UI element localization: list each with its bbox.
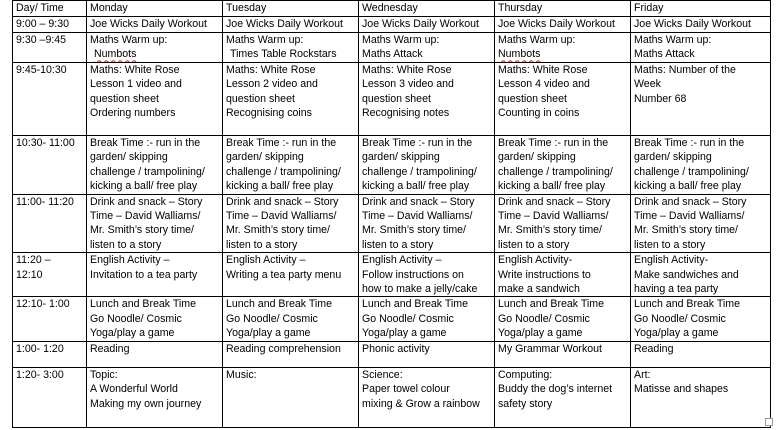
activity-text: challenge / trampolining/ <box>90 165 205 178</box>
activity-text: Time – David Walliams/ <box>498 210 609 223</box>
activity-text: listen to a story <box>226 238 298 251</box>
activity-text: Yoga/play a game <box>362 327 447 340</box>
activity-text: English Activity- <box>634 254 709 267</box>
activity-text: question sheet <box>226 92 295 105</box>
thursday-cell <box>495 253 631 297</box>
activity-text: Time – David Walliams/ <box>226 210 337 223</box>
activity-text: safety story <box>498 397 553 410</box>
friday-cell <box>631 136 771 195</box>
activity-text: Joe Wicks Daily Workout <box>226 18 343 30</box>
activity-text: Break Time :- run in the <box>634 137 745 149</box>
activity-text: Computing: <box>498 368 553 381</box>
monday-cell <box>87 367 223 427</box>
activity-text: English Activity – <box>90 254 170 267</box>
activity-text: Week <box>634 78 661 91</box>
activity-text: Maths Warm up: <box>362 34 440 46</box>
monday-cell <box>87 194 223 253</box>
activity-text: listen to a story <box>634 238 706 251</box>
time-text: 11:20 – <box>16 254 51 267</box>
thursday-cell <box>495 297 631 341</box>
activity-text: Mr. Smith’s story time/ <box>362 224 466 237</box>
activity-text: Writing a tea party menu <box>226 268 342 281</box>
friday-cell <box>631 367 771 427</box>
activity-text: English Activity – <box>226 254 306 267</box>
wednesday-cell <box>359 367 495 427</box>
activity-text: Maths: Number of the <box>634 64 736 76</box>
friday-cell <box>631 194 771 253</box>
activity-text: Making my own journey <box>90 397 202 410</box>
activity-text: Matisse and shapes <box>634 383 729 396</box>
activity-text: English Activity- <box>498 254 573 267</box>
activity-text: Invitation to a tea party <box>90 268 198 281</box>
time-text: 10:30- 11:00 <box>16 137 75 149</box>
activity-text: Reading <box>634 342 674 355</box>
activity-text: A Wonderful World <box>90 383 178 396</box>
activity-text: Reading comprehension <box>226 342 341 355</box>
activity-text: Lesson 3 video and <box>362 78 454 91</box>
activity-text: make a sandwich <box>498 283 580 296</box>
activity-text: Numbots <box>498 48 541 61</box>
wednesday-cell <box>359 194 495 253</box>
activity-text: kicking a ball/ free play <box>362 180 470 193</box>
activity-text: Break Time :- run in the <box>226 137 337 149</box>
activity-text: Topic: <box>90 368 118 381</box>
time-cell <box>13 253 87 297</box>
activity-text: Yoga/play a game <box>498 327 583 340</box>
tuesday-cell <box>223 341 359 367</box>
activity-text: My Grammar Workout <box>498 342 602 355</box>
activity-text: Yoga/play a game <box>90 327 175 340</box>
activity-text: Time – David Walliams/ <box>634 210 745 223</box>
activity-text: Time – David Walliams/ <box>90 210 201 223</box>
time-text: 9:45-10:30 <box>16 64 67 76</box>
activity-text: Numbots <box>94 48 137 61</box>
activity-text: Mr. Smith’s story time/ <box>634 224 738 237</box>
activity-text: garden/ skipping <box>362 151 440 164</box>
time-cell <box>13 297 87 341</box>
wednesday-cell <box>359 341 495 367</box>
tuesday-cell <box>223 297 359 341</box>
thursday-cell <box>495 33 631 63</box>
activity-text: Number 68 <box>634 92 687 105</box>
activity-text: garden/ skipping <box>226 151 304 164</box>
activity-text: kicking a ball/ free play <box>226 180 334 193</box>
activity-text: Music: <box>226 368 257 381</box>
activity-text: Drink and snack – Story <box>226 195 339 208</box>
activity-text: Maths Warm up: <box>90 34 168 46</box>
time-cell <box>13 33 87 63</box>
tuesday-cell <box>223 136 359 195</box>
thursday-cell <box>495 367 631 427</box>
activity-text: Paper towel colour <box>362 383 450 396</box>
thursday-cell <box>495 63 631 136</box>
tuesday-cell <box>223 367 359 427</box>
activity-text: Write instructions to <box>498 268 591 281</box>
activity-text: Drink and snack – Story <box>498 195 611 208</box>
monday-cell <box>87 33 223 63</box>
activity-text: Go Noodle/ Cosmic <box>498 312 590 325</box>
activity-text: Go Noodle/ Cosmic <box>362 312 454 325</box>
monday-cell <box>87 297 223 341</box>
header-thursday: Thursday <box>495 1 631 17</box>
time-cell <box>13 136 87 195</box>
activity-text: Recognising notes <box>362 107 450 120</box>
header-row <box>13 1 771 17</box>
activity-text: Maths: White Rose <box>226 64 316 76</box>
header-day-time: Day/ Time <box>13 1 87 17</box>
activity-text: Maths Warm up: <box>498 34 576 46</box>
activity-text: Maths Warm up: <box>634 34 712 46</box>
activity-text: Maths Attack <box>634 48 695 61</box>
time-cell <box>13 17 87 33</box>
activity-text: Buddy the dog’s internet <box>498 383 613 396</box>
activity-text: Time – David Walliams/ <box>362 210 473 223</box>
friday-cell <box>631 297 771 341</box>
monday-cell <box>87 17 223 33</box>
time-text: 1:00- 1:20 <box>16 342 64 355</box>
header-monday: Monday <box>87 1 223 17</box>
activity-text: garden/ skipping <box>634 151 712 164</box>
activity-text: Joe Wicks Daily Workout <box>498 18 615 30</box>
thursday-cell <box>495 194 631 253</box>
activity-text: question sheet <box>498 92 567 105</box>
time-cell <box>13 194 87 253</box>
activity-text: Drink and snack – Story <box>90 195 203 208</box>
activity-text: English Activity – <box>362 254 442 267</box>
activity-text: Times Table Rockstars <box>230 48 337 61</box>
activity-text: Lesson 2 video and <box>226 78 318 91</box>
header-wednesday: Wednesday <box>359 1 495 17</box>
activity-text: Lunch and Break Time <box>362 298 468 311</box>
activity-text: Mr. Smith’s story time/ <box>226 224 330 237</box>
monday-cell <box>87 63 223 136</box>
table-resize-handle[interactable] <box>765 418 773 426</box>
friday-cell <box>631 253 771 297</box>
activity-text: Lesson 1 video and <box>90 78 182 91</box>
activity-text: listen to a story <box>90 238 162 251</box>
tuesday-cell <box>223 253 359 297</box>
activity-text: question sheet <box>362 92 431 105</box>
activity-text: garden/ skipping <box>90 151 168 164</box>
time-text: 12:10- 1:00 <box>16 298 70 311</box>
table-row <box>13 297 771 341</box>
activity-text: Phonic activity <box>362 342 430 355</box>
activity-text: Go Noodle/ Cosmic <box>226 312 318 325</box>
activity-text: Lunch and Break Time <box>634 298 740 311</box>
time-text: 9:30 –9:45 <box>16 34 67 46</box>
thursday-cell <box>495 17 631 33</box>
activity-text: challenge / trampolining/ <box>634 165 749 178</box>
activity-text: kicking a ball/ free play <box>498 180 606 193</box>
table-row <box>13 136 771 195</box>
activity-text: Maths: White Rose <box>498 64 588 76</box>
time-text: 11:00- 11:20 <box>16 195 74 208</box>
activity-text: Break Time :- run in the <box>498 137 609 149</box>
monday-cell <box>87 341 223 367</box>
header-friday: Friday <box>631 1 771 17</box>
activity-text: Yoga/play a game <box>634 327 719 340</box>
table-row <box>13 341 771 367</box>
activity-text: garden/ skipping <box>498 151 576 164</box>
activity-text: Joe Wicks Daily Workout <box>634 18 751 30</box>
activity-text: Recognising coins <box>226 107 312 120</box>
wednesday-cell <box>359 17 495 33</box>
time-text: 1:20- 3:00 <box>16 368 64 381</box>
time-cell <box>13 341 87 367</box>
time-text: 12:10 <box>16 268 43 281</box>
activity-text: Lesson 4 video and <box>498 78 590 91</box>
activity-text: mixing & Grow a rainbow <box>362 397 480 410</box>
activity-text: kicking a ball/ free play <box>634 180 742 193</box>
table-row <box>13 367 771 427</box>
monday-cell <box>87 253 223 297</box>
table-row <box>13 17 771 33</box>
wednesday-cell <box>359 33 495 63</box>
tuesday-cell <box>223 17 359 33</box>
time-cell <box>13 367 87 427</box>
activity-text: Joe Wicks Daily Workout <box>362 18 479 30</box>
activity-text: challenge / trampolining/ <box>226 165 341 178</box>
time-text: 9:00 – 9:30 <box>16 18 70 30</box>
friday-cell <box>631 63 771 136</box>
activity-text: Lunch and Break Time <box>226 298 332 311</box>
wednesday-cell <box>359 136 495 195</box>
activity-text: Yoga/play a game <box>226 327 311 340</box>
thursday-cell <box>495 136 631 195</box>
tuesday-cell <box>223 63 359 136</box>
time-cell <box>13 63 87 136</box>
activity-text: challenge / trampolining/ <box>362 165 477 178</box>
activity-text: Mr. Smith’s story time/ <box>90 224 194 237</box>
activity-text: Go Noodle/ Cosmic <box>90 312 182 325</box>
activity-text: Drink and snack – Story <box>634 195 747 208</box>
activity-text: Follow instructions on <box>362 268 464 281</box>
activity-text: Art: <box>634 368 651 381</box>
activity-text: Drink and snack – Story <box>362 195 475 208</box>
thursday-cell <box>495 341 631 367</box>
activity-text: Mr. Smith’s story time/ <box>498 224 602 237</box>
monday-cell <box>87 136 223 195</box>
activity-text: Maths Warm up: <box>226 34 304 46</box>
activity-text: having a tea party <box>634 283 719 296</box>
tuesday-cell <box>223 33 359 63</box>
wednesday-cell <box>359 63 495 136</box>
activity-text: how to make a jelly/cake <box>362 283 478 296</box>
activity-text: listen to a story <box>362 238 434 251</box>
activity-text: Lunch and Break Time <box>498 298 604 311</box>
table-row <box>13 253 771 297</box>
header-tuesday: Tuesday <box>223 1 359 17</box>
wednesday-cell <box>359 297 495 341</box>
table-row <box>13 33 771 63</box>
friday-cell <box>631 341 771 367</box>
friday-cell <box>631 17 771 33</box>
activity-text: Counting in coins <box>498 107 580 120</box>
timetable <box>12 0 771 428</box>
activity-text: Break Time :- run in the <box>362 137 473 149</box>
activity-text: challenge / trampolining/ <box>498 165 613 178</box>
activity-text: Go Noodle/ Cosmic <box>634 312 726 325</box>
friday-cell <box>631 33 771 63</box>
activity-text: Science: <box>362 368 403 381</box>
activity-text: question sheet <box>90 92 159 105</box>
activity-text: Make sandwiches and <box>634 268 739 281</box>
activity-text: Joe Wicks Daily Workout <box>90 18 207 30</box>
table-row <box>13 194 771 253</box>
activity-text: Maths: White Rose <box>90 64 180 76</box>
activity-text: Lunch and Break Time <box>90 298 196 311</box>
tuesday-cell <box>223 194 359 253</box>
activity-text: Maths Attack <box>362 48 423 61</box>
activity-text: listen to a story <box>498 238 570 251</box>
activity-text: Break Time :- run in the <box>90 137 201 149</box>
wednesday-cell <box>359 253 495 297</box>
activity-text: Ordering numbers <box>90 107 176 120</box>
activity-text: kicking a ball/ free play <box>90 180 198 193</box>
activity-text: Reading <box>90 342 130 355</box>
activity-text: Maths: White Rose <box>362 64 452 76</box>
table-row <box>13 63 771 136</box>
